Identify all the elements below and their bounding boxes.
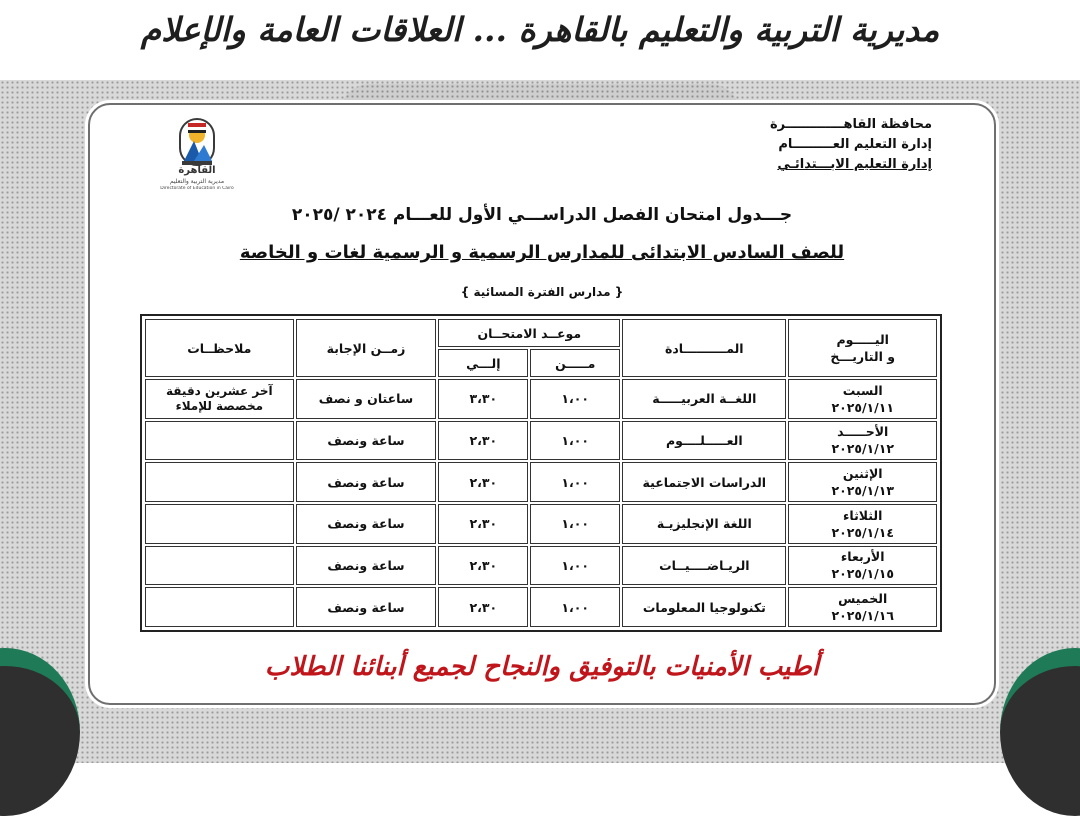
- logo-subtitle-en: Directorate of Education in Cairo: [160, 186, 234, 191]
- schedule-title: جـــدول امتحان الفصل الدراســـي الأول للعـــام ٢٠٢٤ /٢٠٢٥: [291, 205, 793, 225]
- exam-table-frame: [140, 314, 942, 632]
- time-from: ١،٠٠: [530, 462, 620, 502]
- authority-governorate: محافظة القاهـــــــــــــرة: [770, 117, 932, 132]
- day: الأربعاء: [840, 549, 885, 565]
- header-subject: المــــــــــادة: [622, 319, 786, 377]
- duration: ساعة ونصف: [296, 587, 437, 627]
- time-from: ١،٠٠: [530, 504, 620, 544]
- time-to: ٢،٣٠: [438, 587, 528, 627]
- day-date-cell: [788, 587, 937, 627]
- duration: ساعة ونصف: [296, 504, 437, 544]
- logo-city-name: القاهرة: [178, 165, 216, 176]
- header-day-date: [788, 319, 937, 377]
- day: الثلاثاء: [843, 507, 883, 523]
- notes-line-2: مخصصة للإملاء: [175, 398, 264, 413]
- subject: تكنولوجيا المعلومات: [622, 587, 786, 627]
- notes-cell: [145, 504, 294, 544]
- schedule-subtitle-text: للصف السادس الابتدائى للمدارس الرسمية و الرسمية لغات و الخاصة: [239, 242, 845, 263]
- logo-subtitle-ar: مديرية التربية والتعليم: [169, 178, 225, 185]
- time-to: ٢،٣٠: [438, 546, 528, 586]
- table-row: [145, 504, 937, 544]
- time-to: ٣،٣٠: [438, 379, 528, 419]
- header-exam-time: موعــد الامتحــان: [438, 319, 620, 347]
- header-notes: ملاحظــات: [145, 319, 294, 377]
- time-to: ٢،٣٠: [438, 504, 528, 544]
- issuing-authority: [770, 115, 932, 175]
- subject: اللغة الإنجليزيـة: [622, 504, 786, 544]
- exam-schedule-card: [88, 103, 996, 705]
- table-row: [145, 587, 937, 627]
- school-period: { مدارس الفترة المسائية }: [460, 285, 624, 299]
- day-date-cell: [788, 546, 937, 586]
- header-duration: زمــن الإجابة: [296, 319, 437, 377]
- date: ٢٠٢٥/١/١٣: [831, 483, 894, 499]
- duration: ساعة ونصف: [296, 462, 437, 502]
- header-day: اليـــــوم: [836, 332, 889, 347]
- date: ٢٠٢٥/١/١٤: [831, 524, 894, 540]
- time-from: ١،٠٠: [530, 546, 620, 586]
- table-row: [145, 546, 937, 586]
- day: الأحـــــد: [837, 424, 889, 440]
- duration: ساعة ونصف: [296, 421, 437, 461]
- date: ٢٠٢٥/١/١٦: [831, 608, 894, 624]
- subject: العـــــلــــوم: [622, 421, 786, 461]
- subject: اللغــة العربيـــــة: [622, 379, 786, 419]
- day-date-cell: [788, 504, 937, 544]
- day-date-cell: [788, 462, 937, 502]
- notes-cell: [145, 462, 294, 502]
- table-row: [145, 462, 937, 502]
- cairo-education-logo-icon: [158, 115, 236, 193]
- subject: الدراسات الاجتماعية: [622, 462, 786, 502]
- day: الخميس: [838, 591, 888, 607]
- time-to: ٢،٣٠: [438, 421, 528, 461]
- date: ٢٠٢٥/١/١٢: [831, 441, 894, 457]
- notes-cell: [145, 587, 294, 627]
- header-to: إلـــي: [438, 349, 528, 377]
- page-banner: مديرية التربية والتعليم بالقاهرة ... العلاقات العامة والإعلام: [140, 10, 940, 49]
- duration: ساعتان و نصف: [296, 379, 437, 419]
- authority-primary-education: إدارة التعليم الابـــتدائـي: [777, 157, 932, 172]
- time-to: ٢،٣٠: [438, 462, 528, 502]
- header-from: مـــــن: [530, 349, 620, 377]
- closing-wishes: أطيب الأمنيات بالتوفيق والنجاح لجميع أبنائنا الطلاب: [264, 652, 820, 682]
- date: ٢٠٢٥/١/١١: [831, 399, 894, 415]
- authority-general-education: إدارة التعليم العـــــــــام: [778, 137, 932, 152]
- exam-table: [143, 317, 939, 629]
- day-date-cell: [788, 421, 937, 461]
- subject: الريـاضــــيــات: [622, 546, 786, 586]
- day: السبت: [842, 382, 883, 398]
- time-from: ١،٠٠: [530, 587, 620, 627]
- table-row: [145, 421, 937, 461]
- time-from: ١،٠٠: [530, 421, 620, 461]
- header-date: و التاريـــخ: [830, 349, 896, 364]
- day-date-cell: [788, 379, 937, 419]
- time-from: ١،٠٠: [530, 379, 620, 419]
- day: الإثنين: [842, 466, 883, 482]
- notes-cell: [145, 379, 294, 419]
- notes-cell: [145, 546, 294, 586]
- schedule-subtitle: [90, 242, 994, 263]
- table-row: [145, 379, 937, 419]
- notes-cell: [145, 421, 294, 461]
- notes-line-1: آخر عشرين دقيقة: [166, 383, 273, 398]
- duration: ساعة ونصف: [296, 546, 437, 586]
- date: ٢٠٢٥/١/١٥: [831, 566, 894, 582]
